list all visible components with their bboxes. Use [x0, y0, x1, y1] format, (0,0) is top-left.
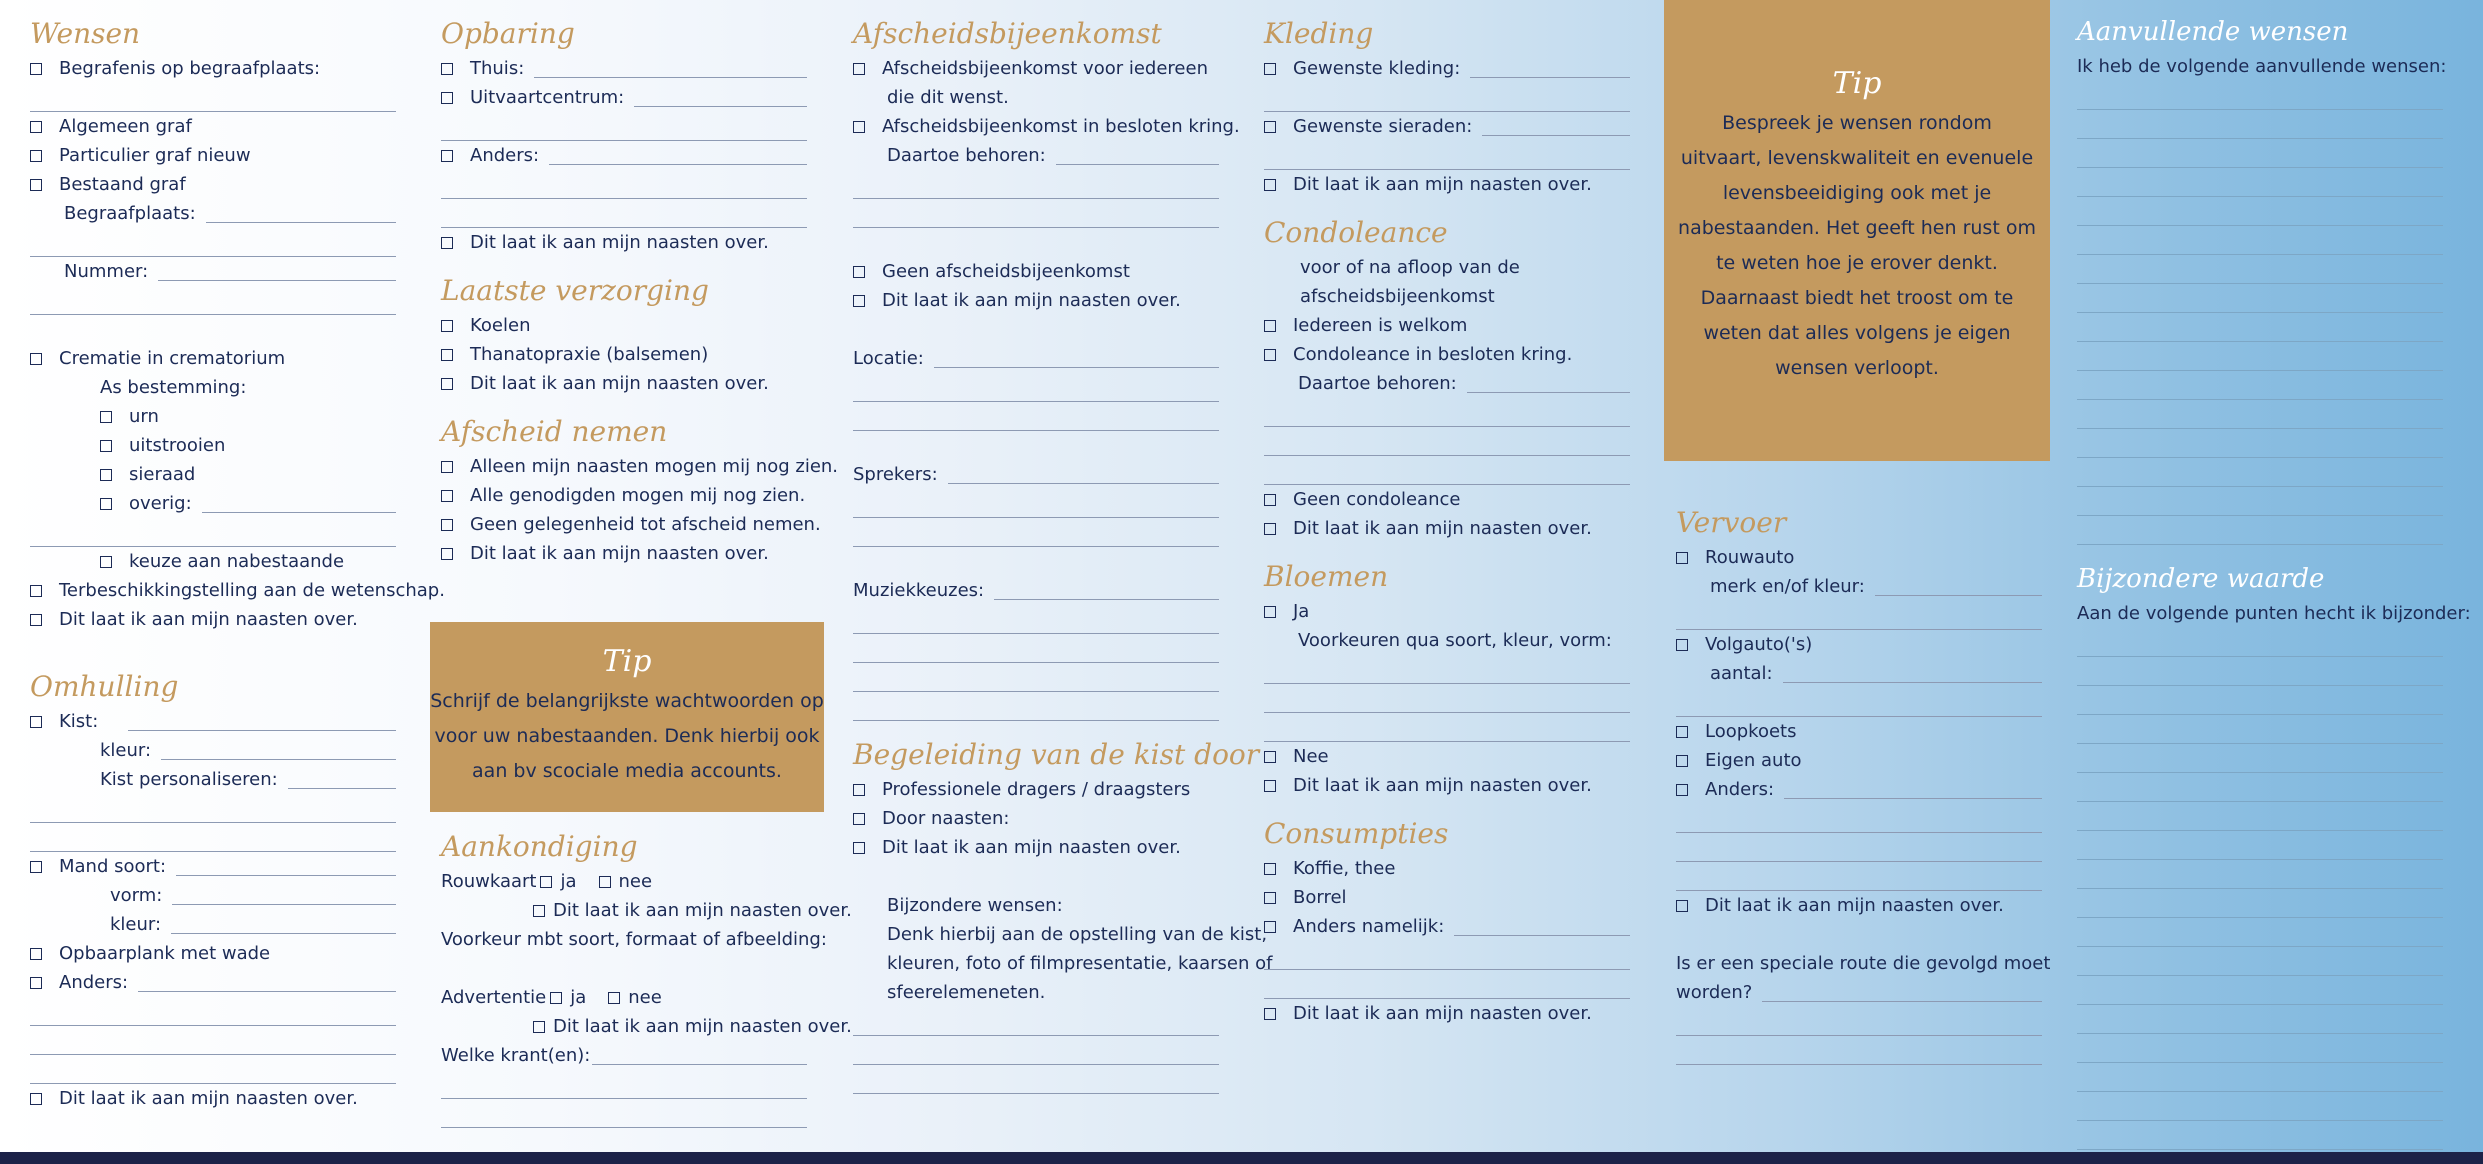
answer-line[interactable] [853, 518, 1219, 547]
answer-line[interactable] [853, 170, 1219, 199]
answer-line[interactable] [30, 997, 396, 1026]
checkbox-icon[interactable] [1676, 900, 1688, 912]
option-professionele-dragers[interactable]: Professionele dragers / draagsters [853, 775, 1219, 804]
option-naasten-afscheidsbijeenkomst[interactable]: Dit laat ik aan mijn naasten over. [853, 286, 1219, 315]
checkbox-icon[interactable] [1264, 523, 1276, 535]
option-naasten-wensen[interactable]: Dit laat ik aan mijn naasten over. [30, 605, 396, 634]
answer-line[interactable] [1676, 688, 2042, 717]
answer-line[interactable] [288, 771, 396, 789]
checkbox-icon[interactable] [441, 378, 453, 390]
answer-line[interactable] [853, 1007, 1219, 1036]
column-aankondiging [441, 827, 852, 1128]
option-geen-gelegenheid[interactable]: Geen gelegenheid tot afscheid nemen. [441, 510, 807, 539]
checkbox-icon[interactable] [1264, 863, 1276, 875]
checkbox-icon[interactable] [30, 716, 42, 728]
answer-line[interactable] [2077, 686, 2443, 715]
tip-title: Tip [1832, 66, 1882, 101]
option-loopkoets[interactable]: Loopkoets [1676, 717, 2042, 746]
answer-line[interactable] [853, 692, 1219, 721]
field-uitvaartcentrum[interactable]: Uitvaartcentrum: [441, 83, 807, 112]
checkbox-icon[interactable] [533, 1021, 545, 1033]
column-vervoer [1676, 503, 2051, 1065]
option-naasten-begeleiding[interactable]: Dit laat ik aan mijn naasten over. [853, 833, 1219, 862]
checkbox-icon[interactable] [1264, 921, 1276, 933]
checkbox-icon[interactable] [30, 861, 42, 873]
section-title-kleding: Kleding [1264, 17, 1374, 50]
checkbox-icon[interactable] [1676, 784, 1688, 796]
answer-line[interactable] [2077, 139, 2443, 168]
option-eigen-auto[interactable]: Eigen auto [1676, 746, 2042, 775]
option-koffie-thee[interactable]: Koffie, thee [1264, 854, 1630, 883]
checkbox-icon[interactable] [441, 490, 453, 502]
as-bestemming-label: As bestemming: [100, 377, 247, 398]
answer-line[interactable] [176, 858, 396, 876]
option-thanatopraxie[interactable]: Thanatopraxie (balsemen) [441, 340, 807, 369]
field-kist-kleur[interactable]: kleur: [30, 736, 396, 765]
answer-line[interactable] [1676, 833, 2042, 862]
field-kist-personaliseren[interactable]: Kist personaliseren: [30, 765, 396, 794]
field-mand-soort[interactable]: Mand soort: [30, 852, 396, 881]
answer-line[interactable] [1783, 665, 2042, 683]
answer-line[interactable] [853, 1065, 1219, 1094]
field-omhulling-anders[interactable]: Anders: [30, 968, 396, 997]
option-urn[interactable]: urn [30, 402, 396, 431]
answer-line[interactable] [2077, 168, 2443, 197]
field-mand-kleur[interactable]: kleur: [30, 910, 396, 939]
answer-line[interactable] [592, 1047, 807, 1065]
option-begrafenis[interactable]: Begrafenis op begraafplaats: [30, 54, 396, 83]
field-kist[interactable]: Kist: [30, 707, 396, 736]
tip-line: levensbeeidiging ook met je [1722, 182, 1992, 204]
checkbox-icon[interactable] [441, 519, 453, 531]
tip-line: Daarnaast biedt het troost om te [1700, 287, 2014, 309]
option-naasten-rouwkaart[interactable]: Dit laat ik aan mijn naasten over. [441, 896, 807, 925]
checkbox-icon[interactable] [1676, 552, 1688, 564]
section-title-wensen: Wensen [30, 17, 141, 50]
column-kleding [1264, 14, 1630, 1028]
option-borrel[interactable]: Borrel [1264, 883, 1630, 912]
checkbox-icon[interactable] [441, 461, 453, 473]
checkbox-icon[interactable] [30, 63, 42, 75]
section-title-aankondiging: Aankondiging [441, 830, 638, 863]
field-begraafplaats[interactable]: Begraafplaats: [30, 199, 396, 228]
field-aantal[interactable]: aantal: [1676, 659, 2042, 688]
checkbox-icon[interactable] [853, 784, 865, 796]
field-mand-vorm[interactable]: vorm: [30, 881, 396, 910]
option-naasten-kleding[interactable]: Dit laat ik aan mijn naasten over. [1264, 170, 1630, 199]
option-naasten-verzorging[interactable]: Dit laat ik aan mijn naasten over. [441, 369, 807, 398]
answer-line[interactable] [853, 605, 1219, 634]
checkbox-icon[interactable] [441, 548, 453, 560]
checkbox-icon[interactable] [550, 992, 562, 1004]
field-thuis[interactable]: Thuis: [441, 54, 807, 83]
tip-line: aan bv scociale media accounts. [472, 760, 782, 782]
answer-line[interactable] [138, 974, 396, 992]
answer-line[interactable] [1264, 456, 1630, 485]
option-alle-genodigden[interactable]: Alle genodigden mogen mij nog zien. [441, 481, 807, 510]
checkbox-icon[interactable] [853, 121, 865, 133]
answer-line[interactable] [2077, 1005, 2443, 1034]
checkbox-icon[interactable] [1264, 349, 1276, 361]
field-condoleance-daartoe[interactable]: Daartoe behoren: [1264, 369, 1630, 398]
answer-line[interactable] [853, 373, 1219, 402]
answer-line[interactable] [2077, 773, 2443, 802]
answer-line[interactable] [161, 742, 396, 760]
checkbox-icon[interactable] [100, 411, 112, 423]
checkbox-icon[interactable] [1676, 639, 1688, 651]
checkbox-icon[interactable] [441, 150, 453, 162]
answer-line[interactable] [853, 489, 1219, 518]
option-bestaand-graf[interactable]: Bestaand graf [30, 170, 396, 199]
option-geen-afscheidsbijeenkomst[interactable]: Geen afscheidsbijeenkomst [853, 257, 1219, 286]
section-title-opbaring: Opbaring [441, 17, 575, 50]
option-koelen[interactable]: Koelen [441, 311, 807, 340]
answer-line[interactable] [1784, 781, 2042, 799]
checkbox-icon[interactable] [1264, 494, 1276, 506]
answer-line[interactable] [206, 205, 396, 223]
answer-line[interactable] [2077, 657, 2443, 686]
tip-line: voor uw nabestaanden. Denk hierbij ook [434, 725, 820, 747]
checkbox-icon[interactable] [853, 842, 865, 854]
answer-line[interactable] [2077, 313, 2443, 342]
checkbox-icon[interactable] [30, 121, 42, 133]
answer-line[interactable] [1676, 601, 2042, 630]
answer-line[interactable] [30, 823, 396, 852]
condoleance-note: afscheidsbijeenkomst [1300, 286, 1495, 307]
answer-line[interactable] [853, 402, 1219, 431]
option-alleen-naasten[interactable]: Alleen mijn naasten mogen mij nog zien. [441, 452, 807, 481]
answer-line[interactable] [128, 713, 396, 731]
checkbox-icon[interactable] [1264, 751, 1276, 763]
answer-line[interactable] [172, 887, 396, 905]
answer-line[interactable] [1264, 713, 1630, 742]
aanvullende-intro: Ik heb de volgende aanvullende wensen: [2077, 56, 2447, 77]
checkbox-icon[interactable] [1264, 320, 1276, 332]
section-title-vervoer: Vervoer [1676, 506, 1787, 539]
answer-line[interactable] [534, 60, 807, 78]
field-daartoe-behoren[interactable]: Daartoe behoren: [853, 141, 1219, 170]
answer-line[interactable] [1875, 578, 2042, 596]
answer-line[interactable] [30, 228, 396, 257]
answer-line[interactable] [2077, 628, 2443, 657]
tip-line: Schrijf de belangrijkste wachtwoorden op [430, 690, 824, 712]
checkbox-icon[interactable] [1676, 726, 1688, 738]
option-particulier-graf[interactable]: Particulier graf nieuw [30, 141, 396, 170]
checkbox-icon[interactable] [441, 237, 453, 249]
answer-line[interactable] [853, 1036, 1219, 1065]
section-title-begeleiding: Begeleiding van de kist door [853, 738, 1260, 771]
answer-line[interactable] [1676, 1007, 2042, 1036]
checkbox-icon[interactable] [30, 353, 42, 365]
answer-line[interactable] [441, 199, 807, 228]
option-naasten-advertentie[interactable]: Dit laat ik aan mijn naasten over. [441, 1012, 807, 1041]
bijzondere-intro: Aan de volgende punten hecht ik bijzonder: [2077, 603, 2471, 624]
bijzondere-wensen-label: Bijzondere wensen: [887, 895, 1063, 916]
field-vervoer-anders[interactable]: Anders: [1676, 775, 2042, 804]
checkbox-icon[interactable] [1264, 1008, 1276, 1020]
option-bloemen-nee[interactable]: Nee [1264, 742, 1630, 771]
answer-line[interactable] [441, 170, 807, 199]
answer-line[interactable] [2077, 81, 2443, 110]
tip-line: wensen verloopt. [1775, 357, 1939, 379]
answer-line[interactable] [2077, 400, 2443, 429]
tip-line: uitvaart, levenskwaliteit en evenuele [1680, 147, 2034, 169]
answer-line[interactable] [2077, 860, 2443, 889]
answer-line[interactable] [2077, 342, 2443, 371]
checkbox-icon[interactable] [853, 295, 865, 307]
answer-line[interactable] [1264, 941, 1630, 970]
answer-line[interactable] [2077, 1092, 2443, 1121]
checkbox-icon[interactable] [30, 948, 42, 960]
answer-line[interactable] [1482, 118, 1630, 136]
option-door-naasten[interactable]: Door naasten: [853, 804, 1219, 833]
option-condoleance-besloten[interactable]: Condoleance in besloten kring. [1264, 340, 1630, 369]
answer-line[interactable] [2077, 429, 2443, 458]
checkbox-icon[interactable] [853, 813, 865, 825]
answer-line[interactable] [2077, 802, 2443, 831]
footer-bar [0, 1152, 2483, 1164]
checkbox-icon[interactable] [1264, 179, 1276, 191]
tip-line: te weten hoe je erover denkt. [1716, 252, 1998, 274]
column-afscheidsbijeenkomst [853, 14, 1273, 1094]
option-naasten-afscheid[interactable]: Dit laat ik aan mijn naasten over. [441, 539, 807, 568]
answer-line[interactable] [1676, 862, 2042, 891]
answer-line[interactable] [2077, 976, 2443, 1005]
field-rouwkaart[interactable]: Rouwkaart ja nee [441, 871, 653, 892]
checkbox-icon[interactable] [30, 585, 42, 597]
section-title-condoleance: Condoleance [1264, 216, 1448, 249]
section-title-bijzondere-waarde: Bijzondere waarde [2077, 564, 2325, 594]
tip-title: Tip [602, 644, 652, 679]
checkbox-icon[interactable] [1676, 755, 1688, 767]
answer-line[interactable] [202, 495, 396, 513]
column-wensen [30, 14, 445, 1113]
answer-line[interactable] [2077, 197, 2443, 226]
denk-hierbij-line: Denk hierbij aan de opstelling van de kist, [887, 924, 1268, 945]
option-rouwauto[interactable]: Rouwauto [1676, 543, 2042, 572]
answer-line[interactable] [2077, 889, 2443, 918]
answer-line[interactable] [158, 263, 396, 281]
answer-line[interactable] [1264, 970, 1630, 999]
answer-line[interactable] [2077, 516, 2443, 545]
checkbox-icon[interactable] [441, 349, 453, 361]
column-opbaring [441, 14, 839, 568]
checkbox-icon[interactable] [853, 63, 865, 75]
answer-line[interactable] [1264, 427, 1630, 456]
answer-line[interactable] [853, 634, 1219, 663]
answer-line[interactable] [1264, 655, 1630, 684]
option-crematie[interactable]: Crematie in crematorium [30, 344, 396, 373]
checkbox-icon[interactable] [608, 992, 620, 1004]
option-sieraad[interactable]: sieraad [30, 460, 396, 489]
condoleance-note: voor of na afloop van de [1300, 257, 1520, 278]
checkbox-icon[interactable] [599, 876, 611, 888]
option-naasten-omhulling[interactable]: Dit laat ik aan mijn naasten over. [30, 1084, 396, 1113]
field-sprekers[interactable]: Sprekers: [853, 460, 1219, 489]
field-consumpties-anders[interactable]: Anders namelijk: [1264, 912, 1630, 941]
option-bloemen-ja[interactable]: Ja [1264, 597, 1630, 626]
answer-line[interactable] [2077, 947, 2443, 976]
answer-line[interactable] [1264, 141, 1630, 170]
option-overig[interactable]: overig: [30, 489, 396, 518]
checkbox-icon[interactable] [1264, 780, 1276, 792]
answer-line[interactable] [441, 1070, 807, 1099]
field-locatie[interactable]: Locatie: [853, 344, 1219, 373]
answer-line[interactable] [2077, 226, 2443, 255]
tip-line: Bespreek je wensen rondom [1722, 112, 1992, 134]
option-iedereen-welkom[interactable]: Iedereen is welkom [1264, 311, 1630, 340]
field-merk-kleur[interactable]: merk en/of kleur: [1676, 572, 2042, 601]
checkbox-icon[interactable] [1264, 606, 1276, 618]
field-advertentie[interactable]: Advertentie ja nee [441, 987, 662, 1008]
answer-line[interactable] [2077, 1034, 2443, 1063]
option-naasten-bloemen[interactable]: Dit laat ik aan mijn naasten over. [1264, 771, 1630, 800]
voorkeur-label: Voorkeur mbt soort, formaat of afbeelding: [441, 929, 827, 950]
answer-line[interactable] [1264, 83, 1630, 112]
option-volgautos[interactable]: Volgauto('s) [1676, 630, 2042, 659]
answer-line[interactable] [994, 582, 1219, 600]
option-uitstrooien[interactable]: uitstrooien [30, 431, 396, 460]
field-gewenste-sieraden[interactable]: Gewenste sieraden: [1264, 112, 1630, 141]
answer-line[interactable] [30, 1055, 396, 1084]
field-opbaring-anders[interactable]: Anders: [441, 141, 807, 170]
checkbox-icon[interactable] [30, 977, 42, 989]
checkbox-icon[interactable] [100, 440, 112, 452]
option-keuze-nabestaande[interactable]: keuze aan nabestaande [30, 547, 396, 576]
answer-line[interactable] [2077, 1063, 2443, 1092]
option-voor-iedereen[interactable]: Afscheidsbijeenkomst voor iedereen [853, 54, 1219, 83]
checkbox-icon[interactable] [441, 92, 453, 104]
answer-line[interactable] [2077, 744, 2443, 773]
checkbox-icon[interactable] [30, 150, 42, 162]
option-naasten-opbaring[interactable]: Dit laat ik aan mijn naasten over. [441, 228, 807, 257]
answer-line[interactable] [1676, 1036, 2042, 1065]
answer-line[interactable] [1264, 684, 1630, 713]
field-welke-krant[interactable]: Welke krant(en): [441, 1041, 807, 1070]
answer-line[interactable] [30, 286, 396, 315]
answer-line[interactable] [1264, 398, 1630, 427]
checkbox-icon[interactable] [441, 63, 453, 75]
answer-line[interactable] [853, 663, 1219, 692]
column-aanvullende-wensen [2077, 12, 2471, 1150]
checkbox-icon[interactable] [100, 498, 112, 510]
field-nummer[interactable]: Nummer: [30, 257, 396, 286]
field-muziekkeuzes[interactable]: Muziekkeuzes: [853, 576, 1219, 605]
answer-line[interactable] [853, 199, 1219, 228]
checkbox-icon[interactable] [100, 469, 112, 481]
answer-line[interactable] [948, 466, 1219, 484]
answer-line[interactable] [2077, 487, 2443, 516]
section-title-aanvullende-wensen: Aanvullende wensen [2077, 17, 2349, 47]
denk-hierbij-line: kleuren, foto of filmpresentatie, kaarsen of [887, 953, 1273, 974]
checkbox-icon[interactable] [1264, 63, 1276, 75]
checkbox-icon[interactable] [30, 1093, 42, 1105]
checkbox-icon[interactable] [540, 876, 552, 888]
section-title-consumpties: Consumpties [1264, 817, 1449, 850]
tip-box-wachtwoorden [430, 622, 824, 812]
answer-line[interactable] [1676, 804, 2042, 833]
checkbox-icon[interactable] [30, 614, 42, 626]
option-naasten-vervoer[interactable]: Dit laat ik aan mijn naasten over. [1676, 891, 2042, 920]
answer-line[interactable] [30, 83, 396, 112]
answer-line[interactable] [1470, 60, 1630, 78]
answer-line[interactable] [30, 1026, 396, 1055]
field-route[interactable]: worden? [1676, 978, 2042, 1007]
field-gewenste-kleding[interactable]: Gewenste kleding: [1264, 54, 1630, 83]
answer-line[interactable] [2077, 284, 2443, 313]
route-question: Is er een speciale route die gevolgd moet [1676, 953, 2051, 974]
checkbox-icon[interactable] [30, 179, 42, 191]
option-algemeen-graf[interactable]: Algemeen graf [30, 112, 396, 141]
answer-line[interactable] [1467, 375, 1630, 393]
answer-line[interactable] [2077, 831, 2443, 860]
section-title-afscheid-nemen: Afscheid nemen [441, 415, 668, 448]
option-naasten-consumpties[interactable]: Dit laat ik aan mijn naasten over. [1264, 999, 1630, 1028]
option-naasten-condoleance[interactable]: Dit laat ik aan mijn naasten over. [1264, 514, 1630, 543]
section-title-bloemen: Bloemen [1264, 560, 1389, 593]
option-geen-condoleance[interactable]: Geen condoleance [1264, 485, 1630, 514]
tip-box-bespreek [1664, 0, 2050, 461]
section-title-afscheidsbijeenkomst: Afscheidsbijeenkomst [853, 17, 1162, 50]
answer-line[interactable] [2077, 918, 2443, 947]
answer-line[interactable] [634, 89, 807, 107]
answer-line[interactable] [1056, 147, 1219, 165]
answer-line[interactable] [1762, 984, 2042, 1002]
answer-line[interactable] [2077, 458, 2443, 487]
answer-line[interactable] [2077, 715, 2443, 744]
answer-line[interactable] [934, 350, 1219, 368]
tip-line: nabestaanden. Het geeft hen rust om [1678, 217, 2036, 239]
answer-line[interactable] [2077, 1121, 2443, 1150]
checkbox-icon[interactable] [441, 320, 453, 332]
answer-line[interactable] [171, 916, 396, 934]
checkbox-icon[interactable] [1264, 892, 1276, 904]
checkbox-icon[interactable] [1264, 121, 1276, 133]
section-title-omhulling: Omhulling [30, 670, 179, 703]
answer-line[interactable] [30, 518, 396, 547]
checkbox-icon[interactable] [853, 266, 865, 278]
answer-line[interactable] [441, 112, 807, 141]
answer-line[interactable] [30, 794, 396, 823]
answer-line[interactable] [2077, 255, 2443, 284]
answer-line[interactable] [2077, 371, 2443, 400]
option-besloten-kring[interactable]: Afscheidsbijeenkomst in besloten kring. [853, 112, 1219, 141]
section-title-laatste-verzorging: Laatste verzorging [441, 274, 709, 307]
denk-hierbij-line: sfeerelemeneten. [887, 982, 1046, 1003]
tip-line: weten dat alles volgens je eigen [1703, 322, 2011, 344]
option-opbaarplank[interactable]: Opbaarplank met wade [30, 939, 396, 968]
answer-line[interactable] [1454, 918, 1630, 936]
answer-line[interactable] [2077, 110, 2443, 139]
checkbox-icon[interactable] [533, 905, 545, 917]
voorkeuren-label: Voorkeuren qua soort, kleur, vorm: [1298, 630, 1612, 651]
answer-line[interactable] [549, 147, 807, 165]
option-wetenschap[interactable]: Terbeschikkingstelling aan de wetenschap. [30, 576, 396, 605]
answer-line[interactable] [441, 1099, 807, 1128]
checkbox-icon[interactable] [100, 556, 112, 568]
option-voor-iedereen-cont: die dit wenst. [887, 87, 1009, 108]
